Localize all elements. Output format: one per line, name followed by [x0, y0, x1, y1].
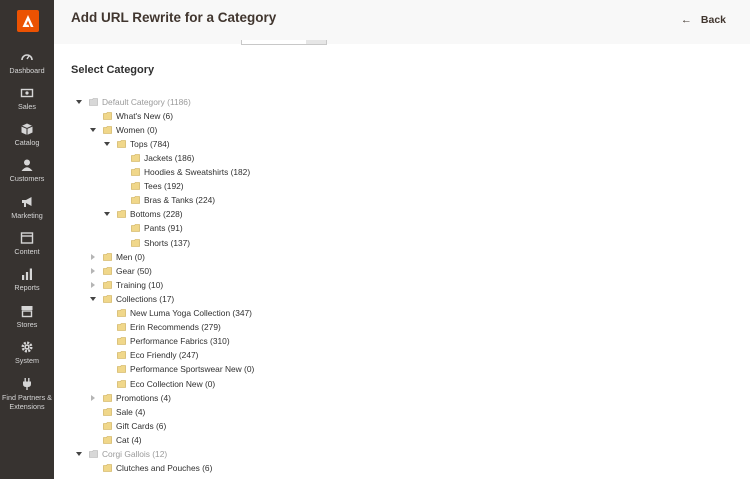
tree-node[interactable] — [75, 95, 191, 108]
tree-node[interactable] — [103, 321, 221, 334]
tree-spacer — [89, 422, 97, 430]
folder-icon — [103, 112, 112, 120]
dashboard-icon — [20, 50, 34, 64]
nav-label: Marketing — [11, 211, 43, 220]
tree-node[interactable] — [103, 208, 183, 221]
folder-icon — [131, 196, 140, 204]
folder-icon — [131, 154, 140, 162]
tree-node[interactable] — [89, 109, 173, 122]
nav-item-customers[interactable] — [0, 158, 54, 183]
tree-node[interactable] — [103, 363, 254, 376]
tree-node-label[interactable]: Pants (91) — [144, 223, 183, 234]
tree-node-label[interactable]: Performance Sportswear New (0) — [130, 364, 255, 375]
expand-toggle-icon[interactable] — [89, 394, 97, 402]
nav-label: Reports — [14, 283, 40, 292]
tree-node-label[interactable]: Tops (784) — [130, 138, 170, 149]
tree-spacer — [117, 239, 125, 247]
nav-label: Sales — [18, 102, 36, 111]
collapse-toggle-icon[interactable] — [103, 210, 111, 218]
nav-item-reports[interactable] — [0, 267, 54, 292]
tree-node[interactable] — [117, 236, 190, 249]
folder-icon — [131, 239, 140, 247]
tree-node-label[interactable]: Bras & Tanks (224) — [144, 195, 216, 206]
collapse-toggle-icon[interactable] — [103, 140, 111, 148]
tree-spacer — [103, 351, 111, 359]
tree-node[interactable] — [89, 264, 152, 277]
tree-spacer — [117, 168, 125, 176]
tree-node-label[interactable]: Gift Cards (6) — [116, 420, 167, 431]
tree-node[interactable] — [89, 292, 174, 305]
folder-icon — [89, 98, 98, 106]
tree-node-label[interactable]: Default Category (1186) — [102, 96, 191, 107]
folder-icon — [103, 408, 112, 416]
tree-node[interactable] — [103, 349, 198, 362]
folder-icon — [117, 380, 126, 388]
tree-spacer — [117, 182, 125, 190]
nav-item-marketing[interactable] — [0, 195, 54, 220]
tree-node-label[interactable]: New Luma Yoga Collection (347) — [130, 308, 252, 318]
folder-icon — [103, 464, 112, 472]
folder-icon — [103, 394, 112, 402]
tree-node-label[interactable]: Promotions (4) — [116, 392, 171, 403]
bar-chart-icon — [20, 267, 34, 281]
nav-label: Stores — [16, 320, 38, 329]
collapse-toggle-icon[interactable] — [89, 126, 97, 134]
tree-spacer — [117, 154, 125, 162]
page-header — [54, 0, 750, 44]
back-button-label: Back — [700, 14, 726, 26]
tree-node-label[interactable]: Eco Collection New (0) — [130, 378, 216, 389]
select-control-button[interactable] — [306, 40, 326, 44]
tree-spacer — [103, 337, 111, 345]
folder-icon — [103, 267, 112, 275]
expand-toggle-icon[interactable] — [89, 267, 97, 275]
folder-icon — [117, 351, 126, 359]
tree-node-label[interactable]: Eco Friendly (247) — [130, 350, 199, 361]
tree-node[interactable] — [89, 391, 171, 404]
folder-icon — [103, 253, 112, 261]
box-icon — [20, 122, 34, 136]
folder-icon — [103, 422, 112, 430]
nav-label: Content — [14, 247, 40, 256]
nav-label: Find Partners & Extensions — [2, 393, 52, 411]
tree-spacer — [89, 464, 97, 472]
tree-spacer — [89, 408, 97, 416]
nav-label: Catalog — [14, 138, 40, 147]
tree-spacer — [117, 196, 125, 204]
folder-icon — [117, 210, 126, 218]
folder-icon — [117, 323, 126, 331]
folder-icon — [103, 436, 112, 444]
tree-node[interactable] — [117, 180, 184, 193]
folder-icon — [103, 281, 112, 289]
nav-item-content[interactable] — [0, 231, 54, 256]
dollar-icon — [20, 86, 34, 100]
tree-node-label[interactable]: Hoodies & Sweatshirts (182) — [144, 167, 251, 177]
folder-icon — [103, 126, 112, 134]
collapse-toggle-icon[interactable] — [75, 450, 83, 458]
tree-node-label[interactable]: Performance Fabrics (310) — [130, 336, 230, 347]
tree-node[interactable] — [89, 462, 212, 475]
content-icon — [20, 231, 34, 245]
nav-label: System — [15, 356, 39, 365]
folder-icon — [103, 295, 112, 303]
tree-node[interactable] — [117, 222, 183, 235]
tree-node-label[interactable]: Gear (50) — [116, 265, 152, 276]
tree-node[interactable] — [89, 123, 157, 136]
expand-toggle-icon[interactable] — [89, 281, 97, 289]
tree-node-label[interactable]: Clutches and Pouches (6) — [116, 463, 213, 474]
arrow-left-icon: ← — [680, 14, 692, 26]
plug-icon — [20, 377, 34, 391]
tree-node[interactable] — [103, 335, 230, 348]
tree-node-label[interactable]: Corgi Gallois (12) — [102, 449, 168, 459]
nav-label: Dashboard — [9, 66, 45, 75]
users-icon — [20, 158, 34, 172]
folder-icon — [131, 224, 140, 232]
tree-node[interactable] — [117, 166, 250, 179]
tree-spacer — [103, 365, 111, 373]
nav-item-system[interactable] — [0, 340, 54, 365]
folder-icon — [117, 309, 126, 317]
admin-sidebar — [0, 0, 54, 479]
nav-label: Customers — [9, 174, 45, 183]
folder-icon — [131, 182, 140, 190]
collapse-toggle-icon[interactable] — [75, 98, 83, 106]
tree-spacer — [89, 112, 97, 120]
megaphone-icon — [20, 195, 34, 209]
tree-node[interactable] — [75, 448, 167, 461]
tree-node-label[interactable]: What's New (6) — [116, 110, 173, 121]
nav-item-find-partners[interactable] — [0, 377, 54, 411]
tree-node[interactable] — [103, 377, 215, 390]
tree-node-label[interactable]: Men (0) — [116, 251, 145, 262]
tree-node[interactable] — [89, 419, 166, 432]
tree-node[interactable] — [89, 433, 142, 446]
tree-spacer — [103, 380, 111, 388]
page-title: Add URL Rewrite for a Category — [71, 10, 277, 25]
tree-node[interactable] — [117, 151, 194, 164]
tree-node[interactable] — [89, 405, 145, 418]
tree-node-label[interactable]: Collections (17) — [116, 293, 175, 304]
tree-node-label[interactable]: Cat (4) — [116, 434, 142, 445]
tree-node[interactable] — [117, 194, 215, 207]
nav-item-sales[interactable] — [0, 86, 54, 111]
expand-toggle-icon[interactable] — [89, 253, 97, 261]
nav-item-stores[interactable] — [0, 304, 54, 329]
gear-icon — [20, 340, 34, 354]
tree-spacer — [103, 323, 111, 331]
tree-node[interactable] — [103, 137, 170, 150]
tree-spacer — [103, 309, 111, 317]
collapse-toggle-icon[interactable] — [89, 295, 97, 303]
tree-node[interactable] — [89, 278, 163, 291]
adobe-logo[interactable] — [17, 10, 39, 32]
tree-node-label[interactable]: Training (10) — [116, 279, 164, 290]
back-button[interactable] — [681, 14, 726, 26]
section-title: Select Category — [71, 64, 155, 76]
tree-node-label[interactable]: Bottoms (228) — [130, 209, 183, 220]
tree-node-label[interactable]: Women (0) — [116, 124, 158, 135]
folder-icon — [117, 140, 126, 148]
tree-node[interactable] — [89, 250, 145, 263]
store-icon — [20, 304, 34, 318]
tree-node-label[interactable]: Shorts (137) — [144, 237, 191, 248]
nav-item-dashboard[interactable] — [0, 50, 54, 75]
tree-spacer — [117, 224, 125, 232]
tree-node[interactable] — [103, 307, 252, 320]
folder-icon — [117, 365, 126, 373]
tree-node-label[interactable]: Tees (192) — [144, 181, 184, 192]
tree-node-label[interactable]: Jackets (186) — [144, 152, 195, 163]
tree-spacer — [89, 436, 97, 444]
folder-icon — [117, 337, 126, 345]
nav-item-catalog[interactable] — [0, 122, 54, 147]
select-control-stub[interactable] — [241, 40, 327, 45]
tree-node-label[interactable]: Erin Recommends (279) — [130, 322, 221, 333]
folder-icon — [89, 450, 98, 458]
folder-icon — [131, 168, 140, 176]
tree-node-label[interactable]: Sale (4) — [116, 406, 146, 417]
